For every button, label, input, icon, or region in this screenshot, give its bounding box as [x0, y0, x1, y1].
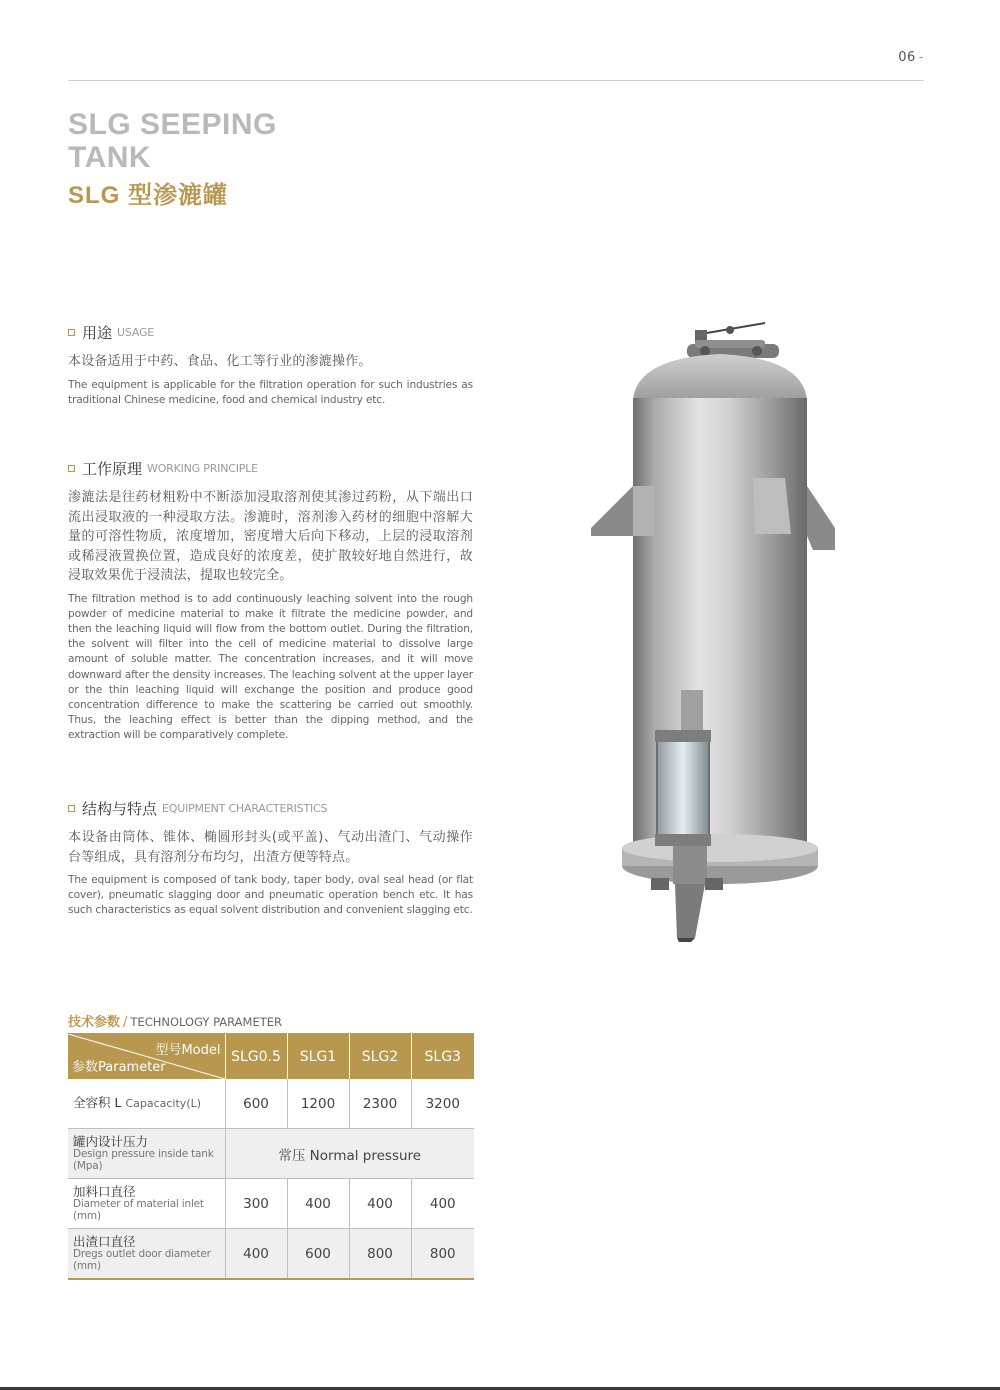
row-label [68, 1179, 225, 1229]
row-label-en: Dregs outlet door diameter (mm) [73, 1247, 211, 1272]
model-header: SLG3 [411, 1034, 474, 1080]
working-principle-text-en: The filtration method is to add continuously leaching solvent into the rough powder of medicine material to make it filtrate the medicine powder, and then the leaching liquid will flow from the bottom outlet. During the filtration, the solvent will filter into the cell of medicine material to dissolve large amount of soluble matter. The concentration increases, and it will move downward after the density increases. The leaching solvent at the upper layer or the thin leaching liquid will exchange the position and produce good concentration difference to make the scattering be carried out smoothly. Thus, the leaching effect is better than the dipping method, and the extraction will be comparatively complete. [68, 592, 473, 742]
table-cell: 2300 [349, 1079, 411, 1129]
table-cell: 800 [349, 1229, 411, 1280]
corner-label-model: 型号Model [155, 1043, 221, 1058]
equipment-section [68, 798, 473, 919]
working-principle-section [68, 458, 473, 744]
row-label-en: Diameter of material inlet (mm) [73, 1197, 204, 1222]
tech-label-cn: 技术参数 [68, 1015, 121, 1030]
tech-label-slash: / [123, 1015, 128, 1030]
equipment-text-en: The equipment is composed of tank body, taper body, oval seal head (or flat cover), pneumatic slagging door and pneumatic operation bench etc. It has such characteristics as equal solvent distribution and convenient slagging etc. [68, 874, 473, 917]
working-principle-heading-cn: 工作原理 [82, 459, 143, 478]
table-cell: 300 [225, 1179, 287, 1229]
model-header: SLG1 [287, 1034, 349, 1080]
usage-section [68, 322, 473, 408]
header-divider [68, 80, 924, 81]
corner-label-parameter: 参数Parameter [72, 1060, 166, 1075]
table-row-pressure [68, 1129, 474, 1179]
equipment-heading-cn: 结构与特点 [82, 799, 158, 818]
table-cell: 400 [349, 1179, 411, 1229]
bullet-square-icon [68, 329, 75, 336]
row-label-cn: 罐内设计压力 [73, 1133, 149, 1149]
tech-parameter-label [68, 1011, 282, 1030]
row-label-cn: 出渣口直径 [73, 1233, 136, 1249]
model-header: SLG0.5 [225, 1034, 287, 1080]
usage-heading-cn: 用途 [82, 323, 113, 342]
table-corner-cell [68, 1034, 225, 1080]
row-label [68, 1129, 225, 1179]
row-label [68, 1079, 225, 1129]
table-cell: 400 [287, 1179, 349, 1229]
working-principle-text-cn: 渗漉法是往药材粗粉中不断添加浸取溶剂使其渗过药粉，从下端出口流出浸取液的一种浸取方法。渗漉时，溶剂渗入药材的细胞中溶解大量的可溶性物质，浓度增加，密度增大后向下移动，上层的浸取溶剂或稀浸液置换位置，造成良好的浓度差，使扩散较好地自然进行，故浸取效果优于浸渍法，提取也较完全。 [68, 490, 473, 583]
table-cell: 800 [411, 1229, 474, 1280]
table-cell: 400 [225, 1229, 287, 1280]
table-cell: 3200 [411, 1079, 474, 1129]
table-row-outlet [68, 1229, 474, 1280]
equipment-heading-en: EQUIPMENT CHARACTERISTICS [162, 801, 328, 815]
table-cell-merged: 常压 Normal pressure [225, 1129, 474, 1179]
usage-text-cn: 本设备适用于中药、食品、化工等行业的渗漉操作。 [68, 354, 372, 369]
working-principle-heading-en: WORKING PRINCIPLE [147, 461, 258, 475]
title-line-2: TANK [68, 141, 152, 174]
table-cell: 400 [411, 1179, 474, 1229]
equipment-heading [68, 798, 473, 818]
row-label-en: Capacacity(L) [125, 1097, 202, 1110]
table-row-capacity [68, 1079, 474, 1129]
usage-heading-en: USAGE [117, 325, 155, 339]
page-title-en [68, 108, 277, 174]
table-cell: 600 [287, 1229, 349, 1280]
table-cell: 1200 [287, 1079, 349, 1129]
table-cell: 600 [225, 1079, 287, 1129]
row-label-en: Design pressure inside tank (Mpa) [73, 1147, 214, 1172]
table-row-inlet [68, 1179, 474, 1229]
equipment-text-cn: 本设备由筒体、锥体、椭圆形封头(或平盖)、气动出渣门、气动操作台等组成，具有溶剂分布均匀，出渣方便等特点。 [68, 830, 473, 865]
page-number: 06 - [898, 50, 924, 65]
page-title-cn: SLG 型渗漉罐 [68, 182, 229, 209]
usage-heading [68, 322, 473, 342]
working-principle-heading [68, 458, 473, 478]
usage-text-en: The equipment is applicable for the filtration operation for such industries as traditional Chinese medicine, food and chemical industry etc. [68, 378, 473, 406]
row-label-cn: 加料口直径 [73, 1183, 136, 1199]
seeping-tank-image [585, 318, 840, 943]
title-line-1: SLG SEEPING [68, 108, 277, 141]
row-label-cn: 全容积 L [73, 1095, 122, 1110]
bullet-square-icon [68, 805, 75, 812]
table-header-row [68, 1034, 474, 1080]
spec-table [68, 1033, 474, 1280]
model-header: SLG2 [349, 1034, 411, 1080]
row-label [68, 1229, 225, 1280]
tech-label-en: TECHNOLOGY PARAMETER [130, 1015, 283, 1029]
bullet-square-icon [68, 465, 75, 472]
